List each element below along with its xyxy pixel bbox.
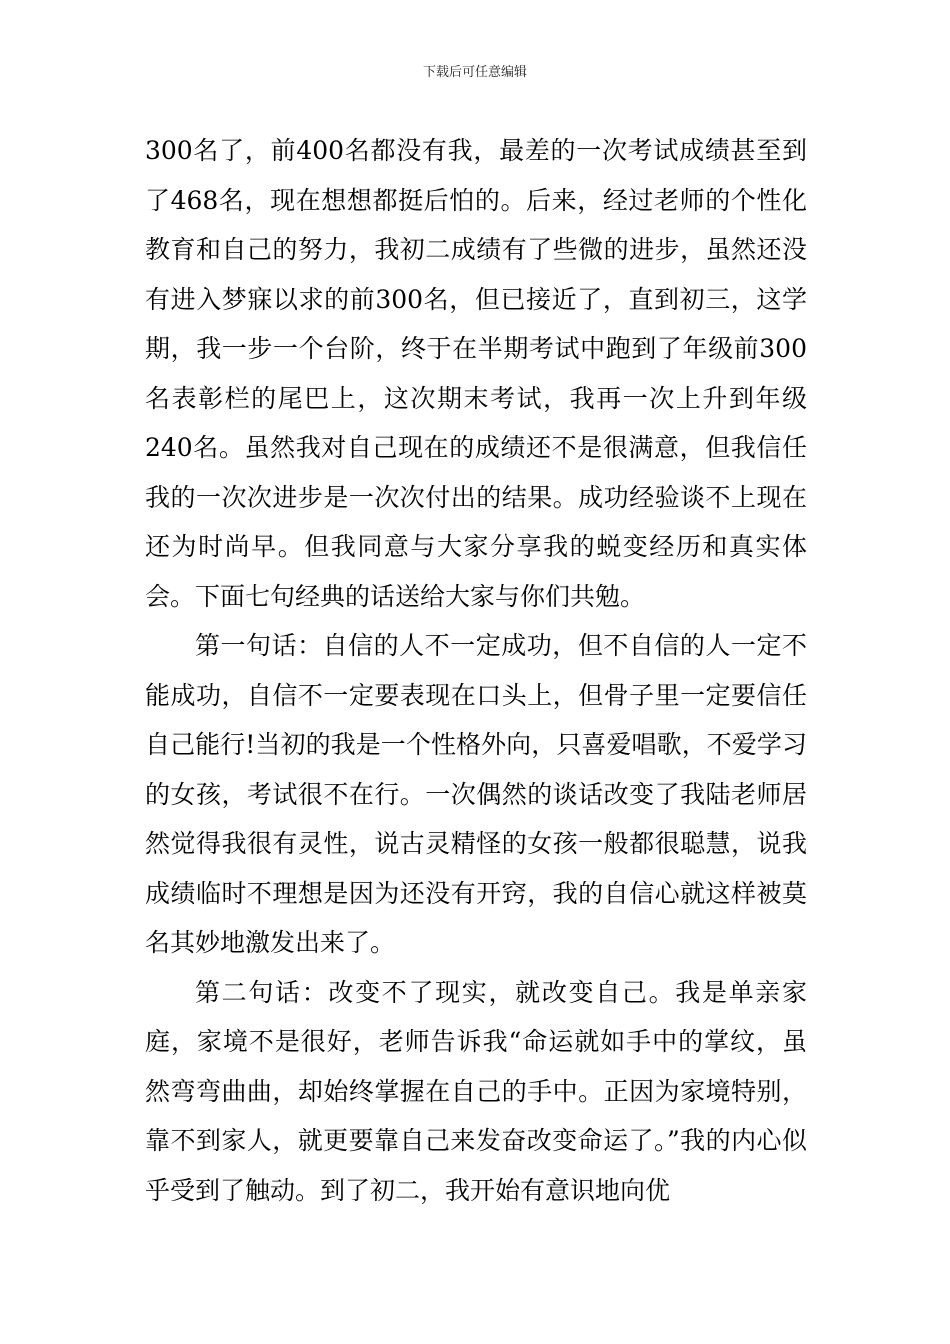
page-header: 下载后可任意编辑 <box>422 65 527 80</box>
document-body <box>145 126 807 1215</box>
paragraph-2: 第一句话：自信的人不一定成功，但不自信的人一定不能成功，自信不一定要表现在口头上，但骨子里一定要信任自己能行!当初的我是一个性格外向，只喜爱唱歌，不爱学习的女孩，考试很不在行。一次偶然的谈话改变了我陆老师居然觉得我很有灵性，说古灵精怪的女孩一般都很聪慧，说我成绩临时不理想是因为还没有开窍，我的自信心就这样被莫名其妙地激发出来了。 <box>145 631 807 957</box>
paragraph-3: 第二句话：改变不了现实，就改变自己。我是单亲家庭，家境不是很好，老师告诉我“命运就如手中的掌纹，虽然弯弯曲曲，却始终掌握在自己的手中。正因为家境特别，靠不到家人，就更要靠自己来发奋改变命运了。”我的内心似乎受到了触动。到了初二，我开始有意识地向优 <box>145 977 807 1205</box>
paragraph-1: 300名了，前400名都没有我，最差的一次考试成绩甚至到了468名，现在想想都挺后怕的。后来，经过老师的个性化教育和自己的努力，我初二成绩有了些微的进步，虽然还没有进入梦寐以求的前300名，但已接近了，直到初三，这学期，我一步一个台阶，终于在半期考试中跑到了年级前300名表彰栏的尾巴上，这次期末考试，我再一次上升到年级240名。虽然我对自己现在的成绩还不是很满意，但我信任我的一次次进步是一次次付出的结果。成功经验谈不上现在还为时尚早。但我同意与大家分享我的蜕变经历和真实体会。下面七句经典的话送给大家与你们共勉。 <box>145 136 807 611</box>
